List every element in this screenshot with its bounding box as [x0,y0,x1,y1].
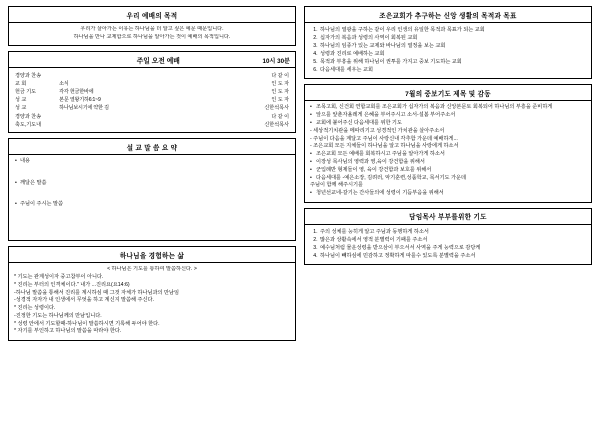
worship-purpose-title: 우리 예배의 목적 [9,7,295,23]
july-prayer-body [305,101,591,202]
service-order-table [14,71,290,128]
left-column [8,6,296,418]
order-item: 헌금 기도 [15,89,37,96]
july-prayer-title: 7월의 중보기도 제목 및 감동 [305,85,591,101]
sermon-field-realization: • 깨달은 말씀 [15,180,289,187]
worship-purpose-panel [8,6,296,46]
pastor-prayer-panel [304,208,592,265]
order-person: 인 도 자 [271,80,289,87]
sermon-summary-body [9,155,295,240]
list-item: 5. 목적과 부흥을 위해 하나님이 권투를 가지고 중보 기도하는 교회 [319,58,586,66]
experiencing-god-title: 하나님을 경험하는 삶 [9,247,295,263]
experiencing-god-line: * 성령 안에서 기도할때-하나님이 말씀하시면 기록해 두어야 한다. [14,320,160,327]
list-item: • 이장성 목사님의 영력과 영,육이 강건함을 위해서 [310,159,586,167]
experiencing-god-line: * 자기를 부인하고 하나님의 말씀을 따라야 한다. [14,328,122,335]
july-prayer-panel [304,84,592,203]
list-item: 2. 많은과 상활속에서 영적 분별력이 기패를 주소서 [319,236,586,244]
list-item: • 다음세대를 -예은소장, 김려러, 악기훈련,성품학교, 목서기도 가운데 [310,175,586,183]
order-detail [58,112,207,120]
list-item: 1. 하나님의 열광을 구하는 같이 우리 인생의 유일한 목적과 목표가 되는 교회 [319,26,586,34]
sunday-service-body [9,68,295,132]
order-person: 신한석목사 [264,105,289,112]
experiencing-god-line: * 진리는 성령이다. [14,305,56,312]
list-item: - 세상적기치관을 메따리기고 성경적인 가치관을 살아주소서 [310,127,445,134]
right-column [304,6,592,418]
worship-purpose-line: 하나님을 만나 교제함으로 하나님을 알아가는 것이 예배의 목적입니다. [73,33,231,40]
order-item: 축도,기도내 [15,121,42,128]
table-row [14,87,290,95]
church-goals-list [310,26,586,74]
order-detail: 각각 헌금한바에 [59,89,94,96]
list-item: 4. 하나님이 빼하심에 민감하고 정확하게 따를수 있도록 분별력을 주소서 [319,252,586,260]
sermon-summary-panel [8,138,296,241]
list-item: 주님이 함께 해주시기를 [310,182,363,189]
sermon-field-message: • 주님이 주시는 말씀 [15,201,289,208]
order-detail: 소식 [59,80,69,87]
church-goals-body [305,23,591,78]
church-goals-title: 조은교회가 추구하는 신앙 생활의 목적과 목표 [305,7,591,23]
order-item: 경양과 찬송 [15,113,42,120]
church-goals-panel [304,6,592,79]
list-item: • 조은교회 모든 예배를 회복하시고 주님을 알아가게 하소서 [310,151,586,159]
list-item: • 교회에 붙어주신 다음세대를 위한 기도 [310,120,586,128]
experiencing-god-line: -하나님 말씀을 통해서 진리를 계시하심 때 그것 자체가 하나님과의 만남임 [14,289,180,296]
list-item: • 조목고회, 신건회 연합교회를 조은교회가 십자가의 복음과 신앙본문토 회복되어 하나님의 부흥을 준비하게 [310,104,586,112]
order-item: 성 교 [15,97,27,104]
sunday-service-time: 10시 30분 [262,57,290,65]
order-detail: 하나님보시기에 약한 김 [59,105,109,112]
order-item: 교 회 [15,80,27,87]
order-person: 신한석목사 [264,121,289,128]
experiencing-god-line: -성경적 자자가 내 인생에서 무엇을 하고 계신지 말씀해 주신다. [14,297,154,304]
table-row [14,79,290,87]
list-item: • 군입례반 형제들이 영, 육이 강건함과 보호를 위해서 [310,167,586,175]
list-item: - 조은교회 모든 지체들이 하나님을 알고 하나님을 사랑에게 하소서 [310,143,459,150]
list-item: 4. 성령과 진리로 예배하는 교회 [319,50,586,58]
list-item: 3. 하나님의 임종가 있는 교제와 바나님의 열정을 보는 교회 [319,42,586,50]
worship-purpose-line: 우리가 살아가는 이유는 하나님을 더 알고 싶은 예문 때문입니다. [80,26,224,32]
list-item: - 주님이 다음을 계달고 주님이 사랑신내 각추함 가운데 예배하게... [310,135,458,142]
table-row [14,112,290,120]
order-detail [58,71,207,79]
list-item: 1. 주의 성체를 능히게 알고 주님과 동행하게 하소서 [319,228,586,236]
order-person: 다 같 이 [271,72,289,79]
order-detail [58,120,207,128]
experiencing-god-line: * 진리는 부터의 인격체이다." 내가 ...진리요(요14:6) [14,281,130,288]
list-item: 6. 다음세대를 세우는 교회 [319,66,586,74]
worship-purpose-body [9,23,295,45]
table-row [14,120,290,128]
list-item: • 앞으를 앞춘자올레게 은혜을 부어주시고 소서-설봄 부어주소서 [310,112,586,120]
sunday-service-panel [8,51,296,133]
order-detail: 본문 열왕기하6:1~9 [59,97,101,104]
experiencing-god-subtitle: < 하나님은 기도를 통하여 말씀하신다. > [107,266,197,273]
order-person: 인 도 자 [271,89,289,96]
experiencing-god-line: -진정한 기도는 하나님께의 만남입니다. [14,312,102,319]
list-item: 3. 예수님처럼 물운성령을 받으삼이 부으서서 사역을 주게 능력으로 감당케 [319,244,586,252]
table-row [14,71,290,79]
table-row [14,104,290,112]
order-item: 성 교 [15,105,27,112]
order-item: 경양과 찬송 [15,72,42,79]
sermon-summary-title: 설 교 말 씀 요 약 [9,139,295,155]
table-row [14,96,290,104]
pastor-prayer-title: 담임목사 부부를위한 기도 [305,209,591,225]
experiencing-god-panel [8,246,296,341]
experiencing-god-line: * 기도는 관계성이자 중고참부이 아니다. [14,273,104,280]
pastor-prayer-body [305,225,591,264]
experiencing-god-body [9,263,295,340]
july-prayer-list [310,104,586,198]
order-person: 인 도 자 [271,97,289,104]
sunday-service-header [9,52,295,68]
list-item: • 청년선교네-갈기는 간사들의에 성령이 기듬부음을 위해서 [310,190,586,198]
pastor-prayer-list [310,228,586,260]
sermon-field-content: • 내용 [15,158,289,165]
list-item: 2. 십자가의 복음과 성령의 사역이 회복된 교회 [319,34,586,42]
order-person: 다 같 이 [271,113,289,120]
sunday-service-title: 주일 오전 예배 [136,57,180,65]
